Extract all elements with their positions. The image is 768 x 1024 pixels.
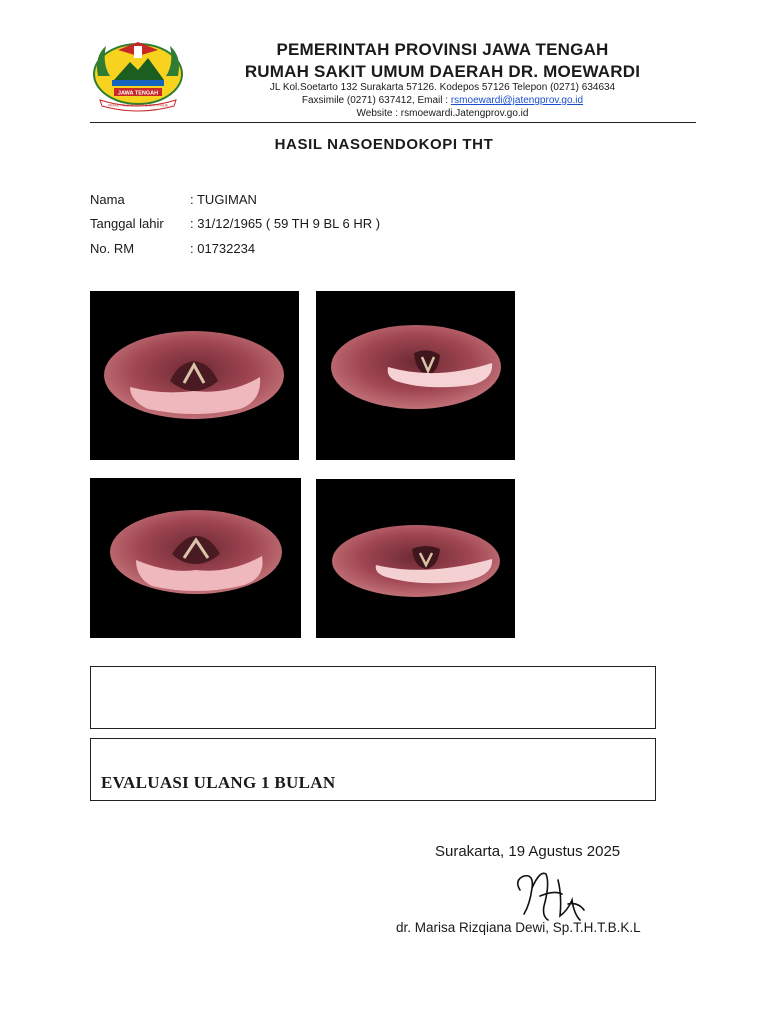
patient-rm-value: : 01732234 (190, 241, 256, 256)
header-email-link[interactable]: rsmoewardi@jatengprov.go.id (450, 95, 584, 106)
patient-dob-value: : 31/12/1965 ( 59 TH 9 BL 6 HR ) (190, 216, 381, 231)
logo-text: JAWA TENGAH (117, 90, 159, 97)
endoscopy-photo-1 (90, 291, 299, 460)
place-date: Surakarta, 19 Agustus 2025 (435, 843, 621, 860)
header-government-line: PEMERINTAH PROVINSI JAWA TENGAH (276, 40, 609, 59)
endoscopy-photo-2 (316, 291, 515, 460)
patient-name-row (90, 192, 257, 207)
patient-rm-row (90, 241, 255, 256)
header-address: JL Kol.Soetarto 132 Surakarta 57126. Kodepos 57126 Telepon (0271) 634634 (269, 82, 616, 93)
endoscopy-photo-4 (316, 479, 515, 638)
header-fax-email (190, 95, 695, 106)
endoscopy-photo-3 (90, 478, 301, 638)
doctor-name: dr. Marisa Rizqiana Dewi, Sp.T.H.T.B.K.L (396, 920, 641, 935)
document-title: HASIL NASOENDOKOPI THT (274, 136, 494, 153)
patient-dob-row (90, 216, 380, 231)
patient-name-label: Nama (90, 192, 125, 207)
patient-name-value: : TUGIMAN (190, 192, 257, 207)
jawa-tengah-emblem-icon (90, 36, 186, 114)
patient-dob-label: Tanggal lahir (90, 216, 164, 231)
logo-motto: PRASETYA ULAH SAKTI BHAKTI PRAJA (108, 103, 168, 108)
header-website: Website : rsmoewardi.Jatengprov.go.id (356, 108, 529, 119)
recommendation-text: EVALUASI ULANG 1 BULAN (101, 773, 336, 792)
header-divider (90, 122, 696, 123)
header-hospital-line: RUMAH SAKIT UMUM DAERAH DR. MOEWARDI (244, 62, 641, 81)
recommendation-box (90, 738, 656, 801)
patient-rm-label: No. RM (90, 241, 135, 256)
header-fax: Faxsimile (0271) 637412, Email : (301, 95, 451, 106)
diagnosis-box (90, 666, 656, 729)
